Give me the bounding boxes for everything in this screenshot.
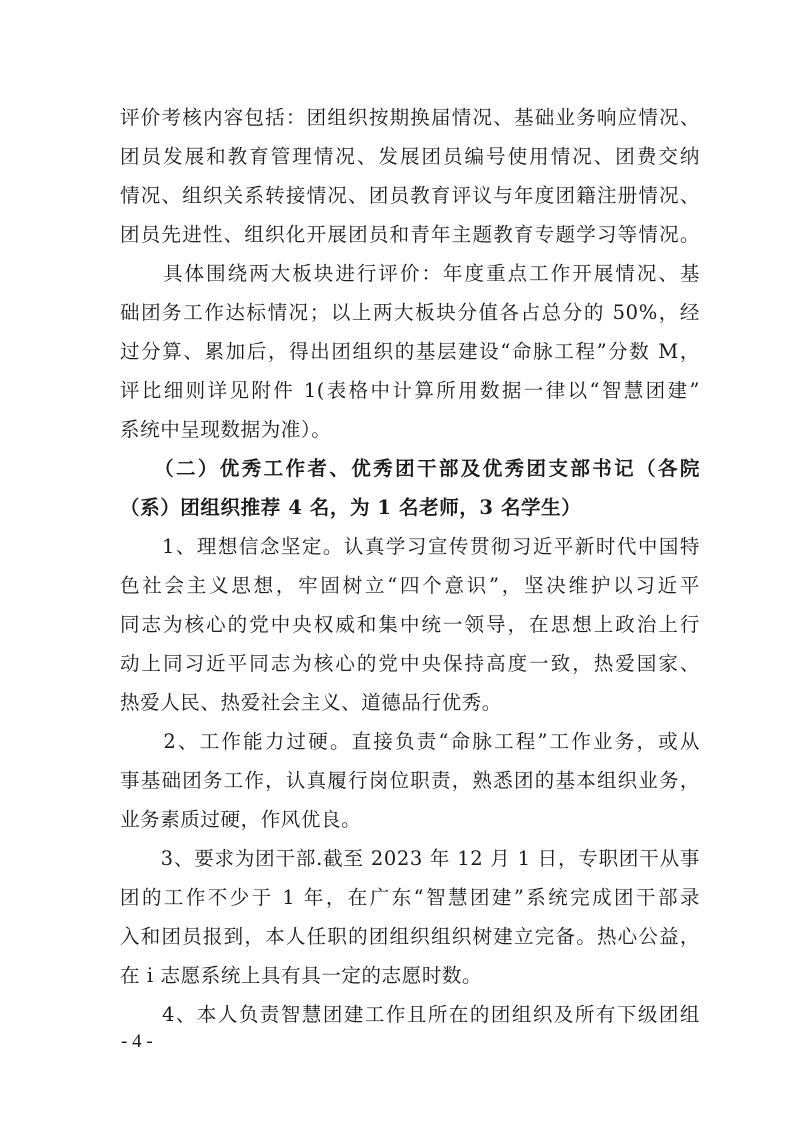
- section-heading-line: （系）团组织推荐 4 名，为 1 名老师，3 名学生）: [120, 496, 582, 519]
- text-line: 业务素质过硬，作风优良。: [120, 808, 362, 831]
- text-line: 系统中呈现数据为准）。: [120, 418, 332, 441]
- text-line: 情况、组织关系转接情况、团员教育评议与年度团籍注册情况、: [120, 184, 700, 207]
- text-line: 事基础团务工作，认真履行岗位职责，熟悉团的基本组织业务，: [120, 769, 700, 792]
- text-line: 4、本人负责智慧团建工作且所在的团组织及所有下级团组: [120, 1003, 700, 1026]
- text-line: 在 i 志愿系统上具有具一定的志愿时数。: [120, 964, 483, 987]
- text-line: 评价考核内容包括：团组织按期换届情况、基础业务响应情况、: [120, 106, 700, 129]
- text-line: 1、理想信念坚定。认真学习宣传贯彻习近平新时代中国特: [120, 535, 700, 558]
- text-line: 3、要求为团干部.截至 2023 年 12 月 1 日，专职团干从事: [120, 847, 700, 870]
- text-line: 础团务工作达标情况；以上两大板块分值各占总分的 50%，经: [120, 301, 700, 324]
- text-line: 团员先进性、组织化开展团员和青年主题教育专题学习等情况。: [120, 223, 700, 246]
- text-line: 色社会主义思想，牢固树立“四个意识”，坚决维护以习近平: [120, 574, 700, 597]
- text-line: 评比细则详见附件 1(表格中计算所用数据一律以“智慧团建”: [120, 379, 700, 402]
- section-heading-line: （二）优秀工作者、优秀团干部及优秀团支部书记（各院: [120, 457, 700, 480]
- text-line: 具体围绕两大板块进行评价：年度重点工作开展情况、基: [120, 262, 700, 285]
- text-line: 热爱人民、热爱社会主义、道德品行优秀。: [120, 691, 502, 714]
- text-line: 2、工作能力过硬。直接负责“命脉工程”工作业务，或从: [120, 730, 700, 753]
- text-line: 动上同习近平同志为核心的党中央保持高度一致，热爱国家、: [120, 652, 700, 675]
- text-line: 入和团员报到，本人任职的团组织组织树建立完备。热心公益，: [120, 925, 700, 948]
- page-number: - 4 -: [121, 1031, 153, 1052]
- text-line: 团员发展和教育管理情况、发展团员编号使用情况、团费交纳: [120, 145, 700, 168]
- text-line: 团的工作不少于 1 年，在广东“智慧团建”系统完成团干部录: [120, 886, 700, 909]
- text-line: 同志为核心的党中央权威和集中统一领导，在思想上政治上行: [120, 613, 700, 636]
- text-line: 过分算、累加后，得出团组织的基层建设“命脉工程”分数 M，: [120, 340, 700, 363]
